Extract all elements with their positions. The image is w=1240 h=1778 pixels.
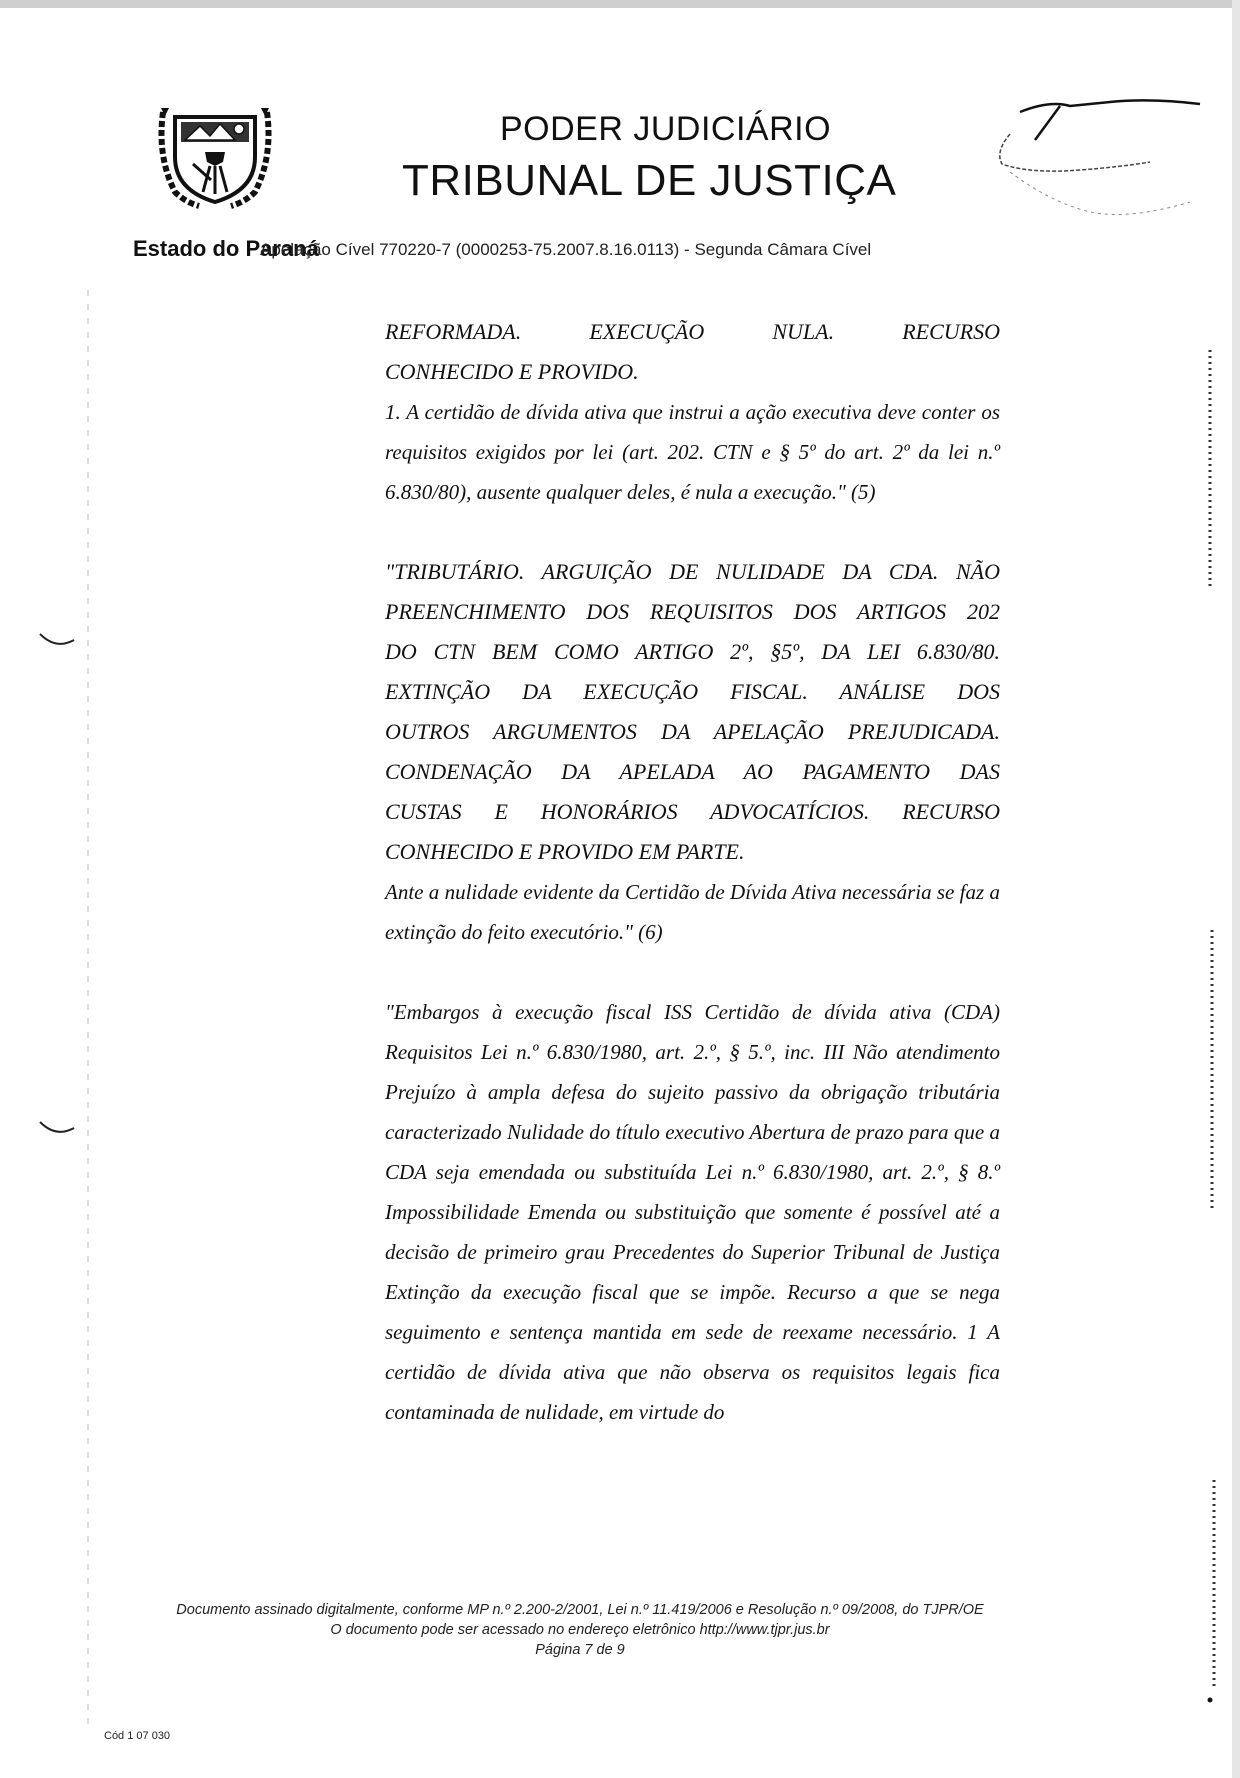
scan-right-edge [1232,0,1240,1778]
margin-scan-dots-right [1200,330,1220,1710]
page-number: Página 7 de 9 [535,1642,625,1658]
quote1-paragraph: 1. A certidão de dívida ativa que instrui a ação executiva deve conter os requisitos exigidos por lei (art. 202. CTN e § 5º do art. 2º da lei n.º 6.830/80), ausente qualquer deles, é nula a execução." (5) [385,400,1000,504]
quote2-line: EXTINÇÃO DA EXECUÇÃO FISCAL. ANÁLISE DOS [385,679,1000,704]
org-line1: PODER JUDICIÁRIO [500,110,832,148]
quote2-line: PREENCHIMENTO DOS REQUISITOS DOS ARTIGOS 202 [385,599,1000,624]
quote1-line: REFORMADA. EXECUÇÃO NULA. RECURSO [385,319,1000,344]
quote2-line: CUSTAS E HONORÁRIOS ADVOCATÍCIOS. RECURSO [385,799,1000,824]
footer-line2: O documento pode ser acessado no endereço eletrônico http://www.tjpr.jus.br [330,1622,830,1638]
quote1-line: CONHECIDO E PROVIDO. [385,359,639,384]
margin-mark-left [38,630,78,660]
form-code: Cód 1 07 030 [104,1730,171,1742]
parana-coat-of-arms-icon [155,102,275,212]
footer-line1: Documento assinado digitalmente, conforme MP n.º 2.200-2/2001, Lei n.º 11.419/2006 e Resolução n.º 09/2008, do TJPR/OE [176,1602,984,1618]
signature-footer [110,1600,1050,1660]
quote2-line: CONHECIDO E PROVIDO EM PARTE. [385,839,745,864]
quote2-paragraph: Ante a nulidade evidente da Certidão de Dívida Ativa necessária se faz a extinção do feito executório." (6) [385,880,1000,944]
process-reference: Apelação Cível 770220-7 (0000253-75.2007.8.16.0113) - Segunda Câmara Cível [260,240,872,259]
quote3-paragraph: "Embargos à execução fiscal ISS Certidão de dívida ativa (CDA) Requisitos Lei n.º 6.830/1980, art. 2.º, § 5.º, inc. III Não atendimento Prejuízo à ampla defesa do sujeito passivo da obrigação tributária caracterizado Nulidade do título executivo Abertura de prazo para que a CDA seja emendada ou substituída Lei n.º 6.830/1980, art. 2.º, § 8.º Impossibilidade Emenda ou substituição que somente é possível até a decisão de primeiro grau Precedentes do Superior Tribunal de Justiça Extinção da execução fiscal que se impõe. Recurso a que se nega seguimento e sentença mantida em sede de reexame necessário. 1 A certidão de dívida ativa que não observa os requisitos legais fica contaminada de nulidade, em virtude do [385,1000,1000,1424]
scan-top-edge [0,0,1240,8]
estado-label: Estado do Paraná [133,236,319,261]
document-body [385,312,1000,1432]
handwritten-stamp-mark [990,92,1210,242]
quote2-line: DO CTN BEM COMO ARTIGO 2º, §5º, DA LEI 6.830/80. [385,639,1000,664]
org-line2: TRIBUNAL DE JUSTIÇA [402,156,897,205]
quote2-line: "TRIBUTÁRIO. ARGUIÇÃO DE NULIDADE DA CDA. NÃO [385,559,1000,584]
quote2-line: CONDENAÇÃO DA APELADA AO PAGAMENTO DAS [385,759,1000,784]
margin-line-left [86,290,90,1730]
quote2-line: OUTROS ARGUMENTOS DA APELAÇÃO PREJUDICADA. [385,719,1000,744]
margin-mark-left [38,1118,78,1148]
